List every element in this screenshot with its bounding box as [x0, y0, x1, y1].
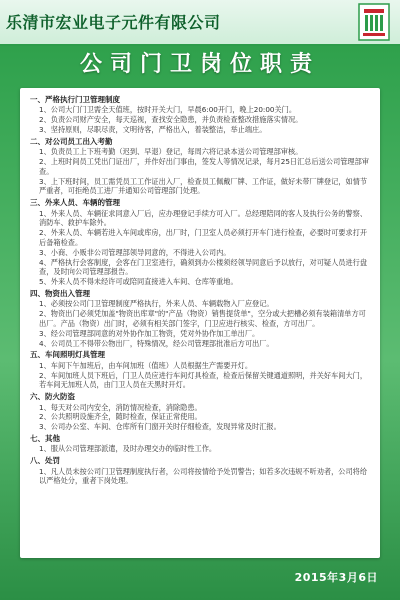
section-item: 5、外来人员不得未经许可或陪同直接进入车间、仓库等重地。: [39, 277, 238, 287]
section-title: 六、防火防盗: [30, 392, 75, 402]
section: [30, 198, 372, 287]
section-item: 1、公司大门门卫需全天值班，按时开关大门，早晨6:00开门，晚上20:00关门。: [39, 105, 297, 115]
section-title: 五、车间照明灯具管理: [30, 350, 105, 360]
company-name: 乐清市宏业电子元件有限公司: [6, 13, 221, 32]
section-item: 4、公司员工不得带公物出厂，特殊情况，经公司管理部批准后方可出厂。: [39, 338, 274, 348]
section-item: 2、负责公司财产安全，每天巡视，查找安全隐患，并负责检查整改措施落实情况。: [39, 115, 303, 125]
section-item: 3、经公司管理部同意的对外协作加工物资，凭对外协作加工单出厂。: [39, 328, 260, 338]
section: [30, 350, 372, 390]
section-item: 1、车间下午加班后，由车间加班（值班）人员根据生产需要开灯。: [39, 360, 253, 370]
section-title: 三、外来人员、车辆的管理: [30, 198, 120, 208]
header-bar: [0, 0, 400, 46]
section: [30, 456, 372, 486]
section-item: 2、物资出门必须凭加盖"物资出库章"的"产品（物资）销售提货单"，空分或大把槽必须有装箱清单方可出厂。产品（物资）出门时，必须有相关部门签字，门卫应进行核实、检查，方可出厂。: [39, 309, 366, 328]
section-title: 一、严格执行门卫管理制度: [30, 95, 120, 104]
sections-list: [20, 88, 380, 486]
section: [30, 289, 372, 348]
section-item: 4、严格执行会客制度，会客在门卫室进行，确须到办公楼须经领导同意后予以放行，对可疑人员进行盘查，及时向公司管理部报告。: [39, 257, 368, 277]
document-date: 2015年3月6日: [294, 571, 378, 584]
section-item: 1、必须按公司门卫管理制度严格执行，外来人员、车辆载物入厂应登记。: [39, 299, 274, 309]
section: [30, 392, 372, 432]
section-item: 1、服从公司管理部派遣，及时办理交办的临时性工作。: [39, 444, 217, 454]
section-item: 3、小商、小贩非公司管理部领导同意的，不得进入公司内。: [39, 247, 231, 257]
section-item: 1、外来人员、车辆征求同意入厂后，应办理登记手续方可入厂。总经理陪同的客人及执行公务的警察、消防车、救护车除外。: [39, 208, 368, 228]
section-item: 3、公司办公室、车间、仓库所有门窗开关时仔细检查，发现异常及时汇报。: [39, 422, 281, 432]
section-title: 八、处罚: [30, 456, 60, 466]
section: [30, 137, 372, 196]
content-panel: [20, 88, 380, 558]
section-item: 1、负责员工上下班考勤（迟到、早退）登记，每周六将记录本送公司管理部审核。: [39, 147, 303, 157]
section-item: 2、外来人员、车辆若进入车间或库房，出厂时，门卫室人员必须打开车门进行检查，必要时可要求打开后备箱检查。: [39, 228, 368, 247]
section: [30, 95, 372, 135]
section: [30, 434, 372, 454]
section-item: 2、上班时间员工凭出门证出厂，并作好出门事由，签发人等情况记录，每月25日汇总后送公司管理部审查。: [39, 157, 369, 176]
section-item: 3、上下班时间，员工需凭员工工作证出入厂，检查员工佩戴厂牌、工作证，做好未带厂牌登记，如情节严重者，可拒绝员工进厂并通知公司管理部门处理。: [39, 176, 368, 196]
section-item: 1、凡人员未按公司门卫管理制度执行者，公司将按情给予处罚警告；如若多次违规不听劝者，公司将给以严格处分，重者下岗处理。: [39, 466, 368, 486]
section-title: 四、物资出入管理: [30, 288, 90, 298]
section-item: 3、坚持原则，尽职尽责，文明待客，严格出入，着装整洁，举止端庄。: [39, 125, 267, 134]
section-title: 二、对公司员工出入考勤: [30, 136, 113, 146]
section-item: 2、车间加班人员下班后，门卫人员应进行车间灯具检查，检查后保留关键通道照明，并关好车间大门，若车间无加班人员，由门卫人员在天黑时开灯。: [39, 370, 368, 390]
section-item: 2、公共照明设施齐全，随时检查，保证正常使用。: [39, 412, 202, 422]
section-title: 七、其他: [30, 433, 60, 443]
section-item: 1、每天对公司内安全，消防情况检查，消除隐患。: [39, 402, 202, 412]
company-logo-icon: [358, 3, 390, 41]
page-title: 公司门卫岗位职责: [79, 52, 320, 77]
